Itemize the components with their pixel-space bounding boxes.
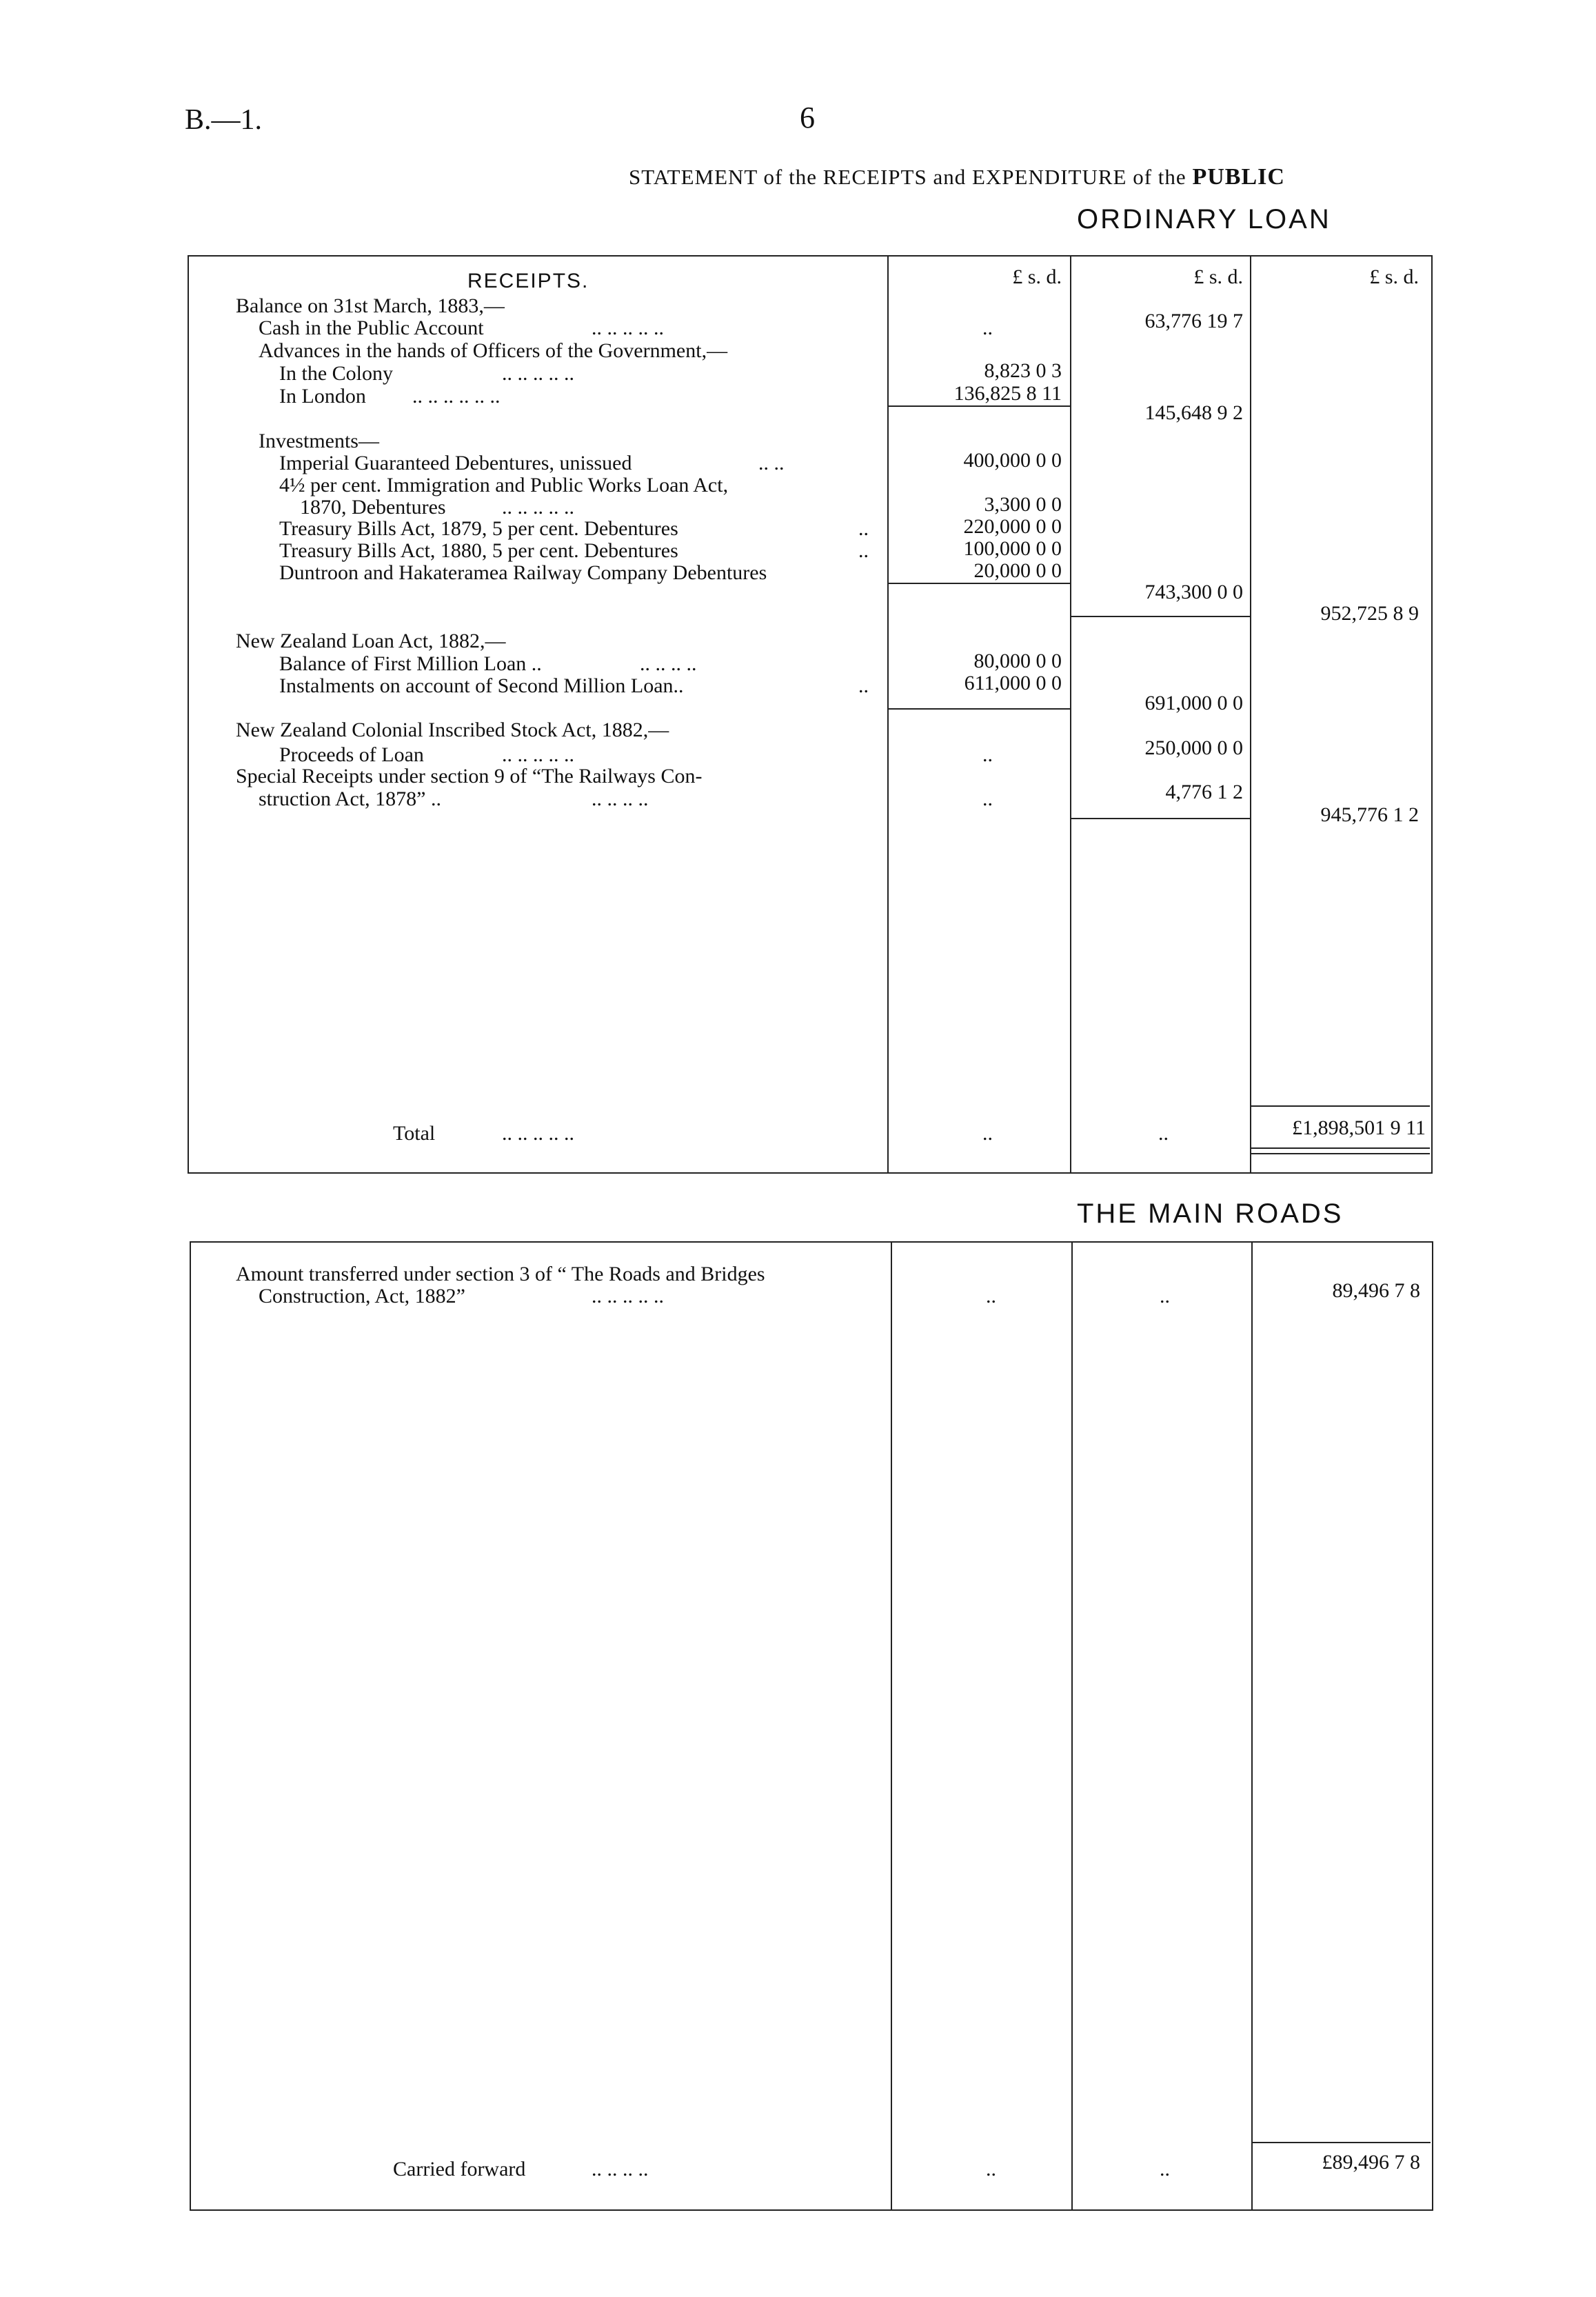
leader-dots: .. .. .. .. .. .. bbox=[412, 385, 501, 408]
carried-col1: .. bbox=[986, 2158, 996, 2180]
duntroon-col1: 20,000 0 0 bbox=[973, 559, 1062, 582]
investments-col2: 743,300 0 0 bbox=[1144, 581, 1243, 603]
total-col1: .. bbox=[982, 1122, 993, 1145]
total-label: Total bbox=[393, 1122, 436, 1145]
amount-col1: .. bbox=[986, 1285, 996, 1307]
double-rule bbox=[1251, 1153, 1430, 1154]
carried-col2: .. bbox=[1160, 2158, 1170, 2180]
subtotal-a-col3: 952,725 8 9 bbox=[1320, 602, 1419, 625]
total-rule bbox=[1251, 1105, 1430, 1107]
column-header-3: £ s. d. bbox=[1369, 265, 1419, 288]
cash-col1: .. bbox=[982, 317, 993, 339]
stock-act-heading: New Zealand Colonial Inscribed Stock Act, 1882,— bbox=[236, 719, 669, 741]
tb1880-label: Treasury Bills Act, 1880, 5 per cent. Debentures bbox=[279, 539, 678, 562]
leader-dots: .. bbox=[858, 539, 869, 562]
balance-heading: Balance on 31st March, 1883,— bbox=[236, 294, 505, 317]
cash-label: Cash in the Public Account bbox=[259, 317, 484, 339]
subtotal-rule bbox=[889, 583, 1070, 584]
investments-heading: Investments— bbox=[259, 430, 379, 452]
grand-total-col3: £1,898,501 9 11 bbox=[1292, 1116, 1426, 1139]
leader-dots: .. bbox=[858, 674, 869, 697]
duntroon-label: Duntroon and Hakateramea Railway Company Debentures bbox=[279, 561, 767, 584]
leader-dots: .. .. .. .. bbox=[592, 2158, 649, 2180]
subtotal-rule bbox=[1071, 818, 1250, 819]
second-million-col1: 611,000 0 0 bbox=[964, 672, 1062, 694]
tb1879-label: Treasury Bills Act, 1879, 5 per cent. Debentures bbox=[279, 517, 678, 540]
page-number: 6 bbox=[800, 101, 815, 134]
amount-transferred-line2: Construction, Act, 1882” bbox=[259, 1285, 465, 1307]
special-col2: 4,776 1 2 bbox=[1165, 781, 1243, 803]
imperial-label: Imperial Guaranteed Debentures, unissued bbox=[279, 452, 632, 474]
amount-col3: 89,496 7 8 bbox=[1332, 1279, 1420, 1302]
subtotal-rule bbox=[889, 405, 1070, 407]
section-title-main-roads: THE MAIN ROADS bbox=[1077, 1198, 1344, 1229]
leader-dots: .. .. .. .. .. bbox=[592, 1285, 664, 1307]
tb1879-col1: 220,000 0 0 bbox=[963, 515, 1062, 538]
subtotal-rule bbox=[889, 708, 1070, 710]
special-col1: .. bbox=[982, 788, 993, 810]
subtotal-rule bbox=[1071, 616, 1250, 617]
immigration-label-line1: 4½ per cent. Immigration and Public Works Loan Act, bbox=[279, 474, 729, 496]
column-divider bbox=[891, 1241, 892, 2209]
column-divider bbox=[1251, 1241, 1253, 2209]
leader-dots: .. .. bbox=[758, 452, 785, 474]
statement-title-bold: PUBLIC bbox=[1192, 164, 1285, 190]
column-divider bbox=[1070, 255, 1071, 1172]
nz-loan-act-heading: New Zealand Loan Act, 1882,— bbox=[236, 630, 506, 652]
column-divider bbox=[1250, 255, 1251, 1172]
carried-forward-col3: £89,496 7 8 bbox=[1322, 2151, 1420, 2174]
cash-col2: 63,776 19 7 bbox=[1144, 310, 1243, 332]
subtotal-b-col3: 945,776 1 2 bbox=[1320, 803, 1419, 826]
leader-dots: .. .. .. .. .. bbox=[502, 496, 574, 519]
amount-transferred-line1: Amount transferred under section 3 of “ The Roads and Bridges bbox=[236, 1263, 765, 1285]
tb1880-col1: 100,000 0 0 bbox=[963, 537, 1062, 560]
total-col2: .. bbox=[1158, 1122, 1169, 1145]
column-header-2: £ s. d. bbox=[1193, 265, 1243, 288]
leader-dots: .. bbox=[858, 517, 869, 540]
first-million-col1: 80,000 0 0 bbox=[973, 650, 1062, 672]
leader-dots: .. .. .. .. bbox=[592, 788, 649, 810]
document-code: B.—1. bbox=[185, 104, 263, 136]
colony-col1: 8,823 0 3 bbox=[984, 359, 1062, 382]
nz-loan-col2: 691,000 0 0 bbox=[1144, 692, 1243, 714]
london-label: In London bbox=[279, 385, 366, 408]
advances-heading: Advances in the hands of Officers of the Government,— bbox=[259, 339, 728, 362]
receipts-heading: RECEIPTS. bbox=[467, 270, 589, 292]
carried-forward-label: Carried forward bbox=[393, 2158, 526, 2180]
immigration-col1: 3,300 0 0 bbox=[984, 493, 1062, 516]
column-divider bbox=[887, 255, 889, 1172]
leader-dots: .. .. .. .. .. bbox=[502, 1122, 574, 1145]
leader-dots: .. .. .. .. .. bbox=[502, 743, 574, 766]
immigration-label-line2: 1870, Debentures bbox=[300, 496, 446, 519]
leader-dots: .. .. .. .. bbox=[640, 652, 697, 675]
column-divider bbox=[1071, 1241, 1073, 2209]
ordinary-loan-table bbox=[188, 255, 1433, 1174]
main-roads-table bbox=[190, 1241, 1433, 2211]
total-rule bbox=[1253, 2142, 1431, 2143]
special-receipts-line2: struction Act, 1878” .. bbox=[259, 788, 441, 810]
advances-col2: 145,648 9 2 bbox=[1144, 401, 1243, 424]
proceeds-label: Proceeds of Loan bbox=[279, 743, 424, 766]
special-receipts-line1: Special Receipts under section 9 of “The Railways Con- bbox=[236, 765, 703, 788]
imperial-col1: 400,000 0 0 bbox=[963, 449, 1062, 472]
leader-dots: .. .. .. .. .. bbox=[502, 362, 574, 385]
leader-dots: .. .. .. .. .. bbox=[592, 317, 664, 339]
statement-title-prefix: STATEMENT of the RECEIPTS and EXPENDITURE of the bbox=[629, 165, 1186, 189]
colony-label: In the Colony bbox=[279, 362, 393, 385]
second-million-label: Instalments on account of Second Million Loan.. bbox=[279, 674, 684, 697]
statement-title bbox=[629, 164, 1285, 190]
proceeds-col1: .. bbox=[982, 743, 993, 766]
section-title-ordinary-loan: ORDINARY LOAN bbox=[1077, 204, 1331, 234]
amount-col2: .. bbox=[1160, 1285, 1170, 1307]
double-rule bbox=[1251, 1147, 1430, 1149]
proceeds-col2: 250,000 0 0 bbox=[1144, 736, 1243, 759]
london-col1: 136,825 8 11 bbox=[953, 382, 1062, 405]
first-million-label: Balance of First Million Loan .. bbox=[279, 652, 542, 675]
column-header-1: £ s. d. bbox=[1012, 265, 1062, 288]
